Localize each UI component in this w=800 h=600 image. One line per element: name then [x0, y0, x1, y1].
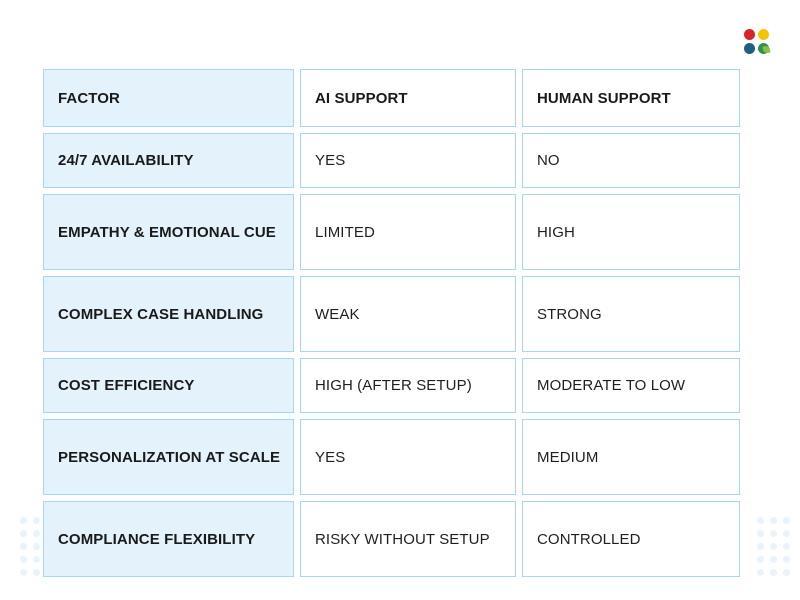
row-factor: COST EFFICIENCY — [43, 358, 294, 413]
row-factor: COMPLEX CASE HANDLING — [43, 276, 294, 352]
header-human-support: HUMAN SUPPORT — [522, 69, 740, 127]
row-factor: EMPATHY & EMOTIONAL CUE — [43, 194, 294, 270]
row-factor: 24/7 AVAILABILITY — [43, 133, 294, 188]
row-human-value: STRONG — [522, 276, 740, 352]
comparison-table — [43, 69, 740, 577]
logo-dot-red — [744, 29, 755, 40]
header-factor: FACTOR — [43, 69, 294, 127]
logo-dot-yellow — [758, 29, 769, 40]
row-ai-value: WEAK — [300, 276, 516, 352]
row-human-value: NO — [522, 133, 740, 188]
row-factor: COMPLIANCE FLEXIBILITY — [43, 501, 294, 577]
decorative-dot-grid-right — [757, 517, 790, 576]
row-ai-value: HIGH (AFTER SETUP) — [300, 358, 516, 413]
row-human-value: CONTROLLED — [522, 501, 740, 577]
row-human-value: HIGH — [522, 194, 740, 270]
logo-dot-blue — [744, 43, 755, 54]
row-ai-value: YES — [300, 133, 516, 188]
row-ai-value: RISKY WITHOUT SETUP — [300, 501, 516, 577]
row-ai-value: LIMITED — [300, 194, 516, 270]
row-ai-value: YES — [300, 419, 516, 495]
row-factor: PERSONALIZATION AT SCALE — [43, 419, 294, 495]
row-human-value: MODERATE TO LOW — [522, 358, 740, 413]
brand-logo — [744, 29, 772, 57]
row-human-value: MEDIUM — [522, 419, 740, 495]
header-ai-support: AI SUPPORT — [300, 69, 516, 127]
